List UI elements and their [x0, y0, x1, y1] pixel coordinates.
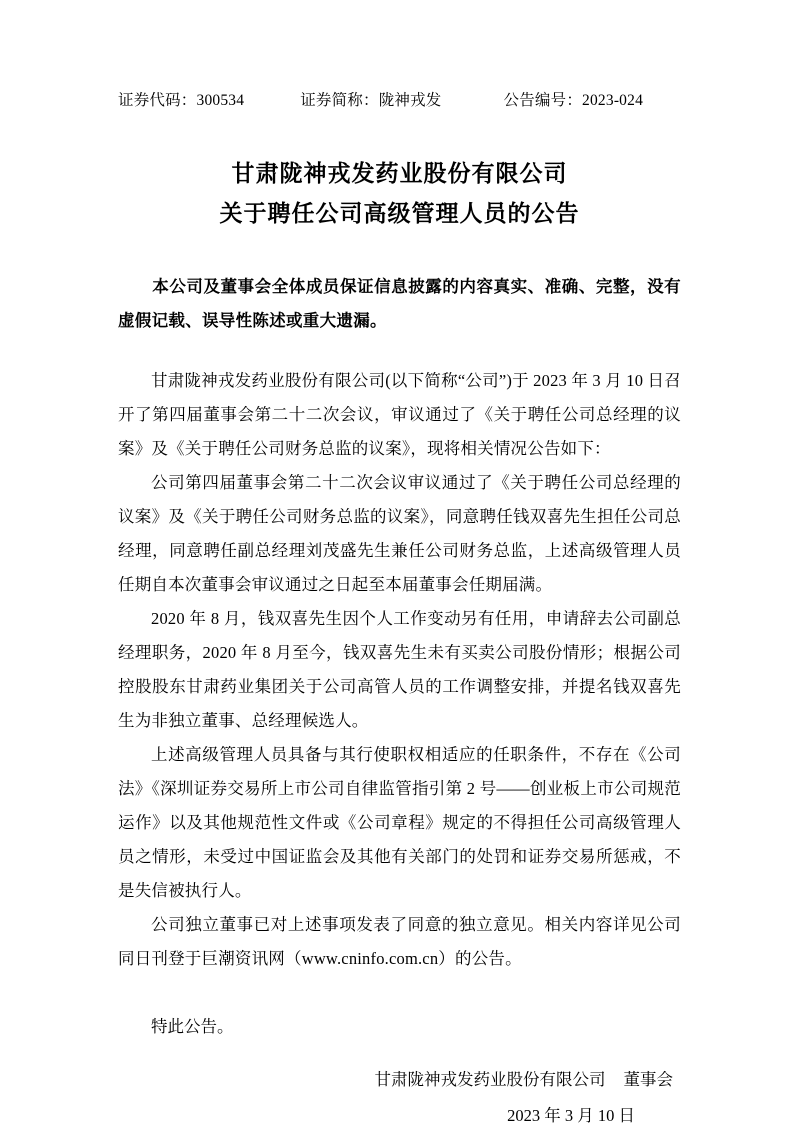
signature-board: 董事会: [623, 1070, 673, 1089]
disclosure-statement: [118, 270, 681, 338]
title-line-company: 甘肃陇神戎发药业股份有限公司: [231, 161, 568, 186]
title-line-subject: 关于聘任公司高级管理人员的公告: [219, 201, 580, 226]
body-paragraph-5: 公司独立董事已对上述事项发表了同意的独立意见。相关内容详见公司同日刊登于巨潮资讯网（www.cninfo.com.cn）的公告。: [118, 915, 681, 968]
signature-block: [118, 1062, 681, 1134]
document-header: [118, 88, 681, 110]
body-paragraph-1: 甘肃陇神戎发药业股份有限公司(以下简称“公司”)于 2023 年 3 月 10 日召开了第四届董事会第二十二次会议，审议通过了《关于聘任公司总经理的议案》及《关于聘任公司财务总监的议案》，现将相关情况公告如下：: [118, 371, 681, 458]
page-title: [118, 154, 681, 234]
body-paragraph-3: 2020 年 8 月，钱双喜先生因个人工作变动另有任用，申请辞去公司副总经理职务，2020 年 8 月至今，钱双喜先生未有买卖公司股份情形；根据公司控股股东甘肃药业集团关于公司高管人员的工作调整安排，并提名钱双喜先生为非独立董事、总经理候选人。: [118, 609, 681, 730]
signature-date: 2023 年 3 月 10 日: [507, 1106, 635, 1125]
security-code: 证券代码：300534: [118, 92, 245, 109]
security-name: 证券简称：陇神戎发: [300, 92, 442, 109]
closing-notice: 特此公告。: [151, 1017, 234, 1036]
statement-text: 本公司及董事会全体成员保证信息披露的内容真实、准确、完整，没有虚假记载、误导性陈述或重大遗漏。: [118, 277, 681, 330]
signature-line-company: [118, 1062, 675, 1098]
body-paragraph-2: 公司第四届董事会第二十二次会议审议通过了《关于聘任公司总经理的议案》及《关于聘任公司财务总监的议案》，同意聘任钱双喜先生担任公司总经理，同意聘任副总经理刘茂盛先生兼任公司财务总监，上述高级管理人员任期自本次董事会审议通过之日起至本届董事会任期届满。: [118, 473, 681, 594]
bulletin-number: 公告编号：2023-024: [503, 92, 644, 109]
signature-company: 甘肃陇神戎发药业股份有限公司: [374, 1070, 606, 1089]
body-paragraph-4: 上述高级管理人员具备与其行使职权相适应的任职条件，不存在《公司法》《深圳证券交易所上市公司自律监管指引第 2 号——创业板上市公司规范运作》以及其他规范性文件或《公司章程》规定的不得担任公司高级管理人员之情形，未受过中国证监会及其他有关部门的处罚和证券交易所惩戒，不是失信被执行人。: [118, 745, 681, 900]
